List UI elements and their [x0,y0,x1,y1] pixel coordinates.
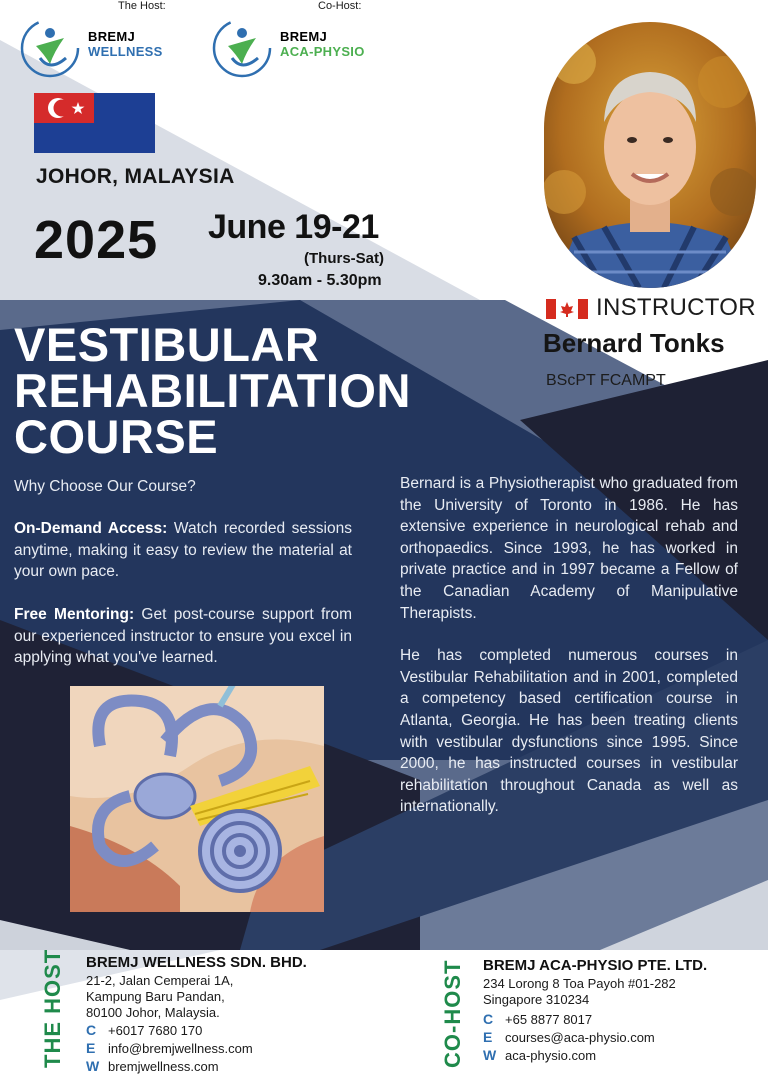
phone-icon: C [483,1011,494,1027]
event-dates: June 19-21 [208,208,379,246]
email-icon: E [483,1029,493,1045]
bio-paragraph-2: He has completed numerous courses in Vestibular Rehabilitation and in 2001, completed a competency based certification course in Atlanta, Georgia. He has been treating clients with vestibular dysfunctions since 1995. Since 2000, he has instructed courses in vestibular rehabilitation throughout Canada as well as internationally. [400,647,738,816]
the-host-vertical-label: THE HOST [40,948,65,1068]
cohost-contact-email [483,1028,763,1046]
cohost-contact-phone [483,1010,763,1028]
host-address-line3: 80100 Johor, Malaysia. [86,1005,220,1020]
on-demand-title: On-Demand Access: [14,520,168,537]
event-location: JOHOR, MALAYSIA [36,165,235,188]
cohost-company-name: BREMJ ACA-PHYSIO PTE. LTD. [483,957,708,974]
inner-ear-illustration [70,686,324,912]
web-icon: W [86,1058,100,1074]
why-point-mentoring [14,604,352,669]
cohost-email-value[interactable]: courses@aca-physio.com [505,1029,655,1045]
phone-icon: C [86,1022,97,1038]
course-title-line2: REHABILITATION [14,364,411,417]
host-info [86,954,386,1075]
host-logo-text [88,29,163,59]
host-company-name: BREMJ WELLNESS SDN. BHD. [86,954,307,971]
cohost-contact-web [483,1046,763,1064]
cohost-web-value[interactable]: aca-physio.com [505,1047,597,1063]
host-logo-line2: WELLNESS [88,44,163,59]
instructor-credentials: BScPT FCAMPT [546,372,666,389]
host-phone-value[interactable]: +6017 7680 170 [108,1022,203,1038]
johor-flag-icon [34,93,155,153]
cohost-logo-line1: BREMJ [280,29,328,44]
why-heading: Why Choose Our Course? [14,478,196,495]
instructor-portrait-image [544,22,756,288]
instructor-photo [544,22,756,288]
instructor-name: Bernard Tonks [543,328,725,358]
mentoring-title: Free Mentoring: [14,606,135,623]
cohost-address-line2: Singapore 310234 [483,992,590,1007]
host-label: The Host: [118,0,166,12]
cohost-logo-line2: ACA-PHYSIO [280,44,365,59]
aca-physio-logo-icon [212,18,272,78]
host-logo [20,18,80,83]
bio-paragraph-1: Bernard is a Physiotherapist who graduated from the University of Toronto in 1986. He has extensive experience in neurological rehab and orthopaedics. Since 1993, he has worked in private practice and in 1997 became a Fellow of the Canadian Academy of Manipulative Therapists. [400,475,738,622]
instructor-bio [400,473,738,818]
host-address-line2: Kampung Baru Pandan, [86,989,225,1004]
wellness-logo-icon [20,18,80,78]
course-title [14,318,411,463]
host-logo-line1: BREMJ [88,29,136,44]
host-web-value[interactable]: bremjwellness.com [108,1058,219,1074]
inner-ear-anatomy-image [70,686,324,912]
cohost-info [483,957,763,1064]
instructor-label: INSTRUCTOR [596,294,756,321]
web-icon: W [483,1047,497,1063]
host-contact-phone [86,1021,386,1039]
course-title-line3: COURSE [14,410,219,463]
canada-flag-icon [546,299,588,319]
course-title-line1: VESTIBULAR [14,318,320,371]
host-email-value[interactable]: info@bremjwellness.com [108,1040,253,1056]
host-address-line1: 21-2, Jalan Cemperai 1A, [86,973,234,988]
event-time: 9.30am - 5.30pm [258,272,382,289]
co-host-vertical-label: CO-HOST [440,959,465,1068]
host-contact-email [86,1039,386,1057]
host-contact-web [86,1057,386,1075]
event-days: (Thurs-Sat) [304,250,384,267]
on-demand-text: Watch recorded sessions anytime, making it easy to review the material at your own pace. [14,520,352,581]
cohost-label: Co-Host: [318,0,362,12]
cohost-logo-text [280,29,365,59]
cohost-logo [212,18,272,83]
cohost-phone-value[interactable]: +65 8877 8017 [505,1011,593,1027]
cohost-address-line1: 234 Lorong 8 Toa Payoh #01-282 [483,976,676,991]
mentoring-text: Get post-course support from our experienced instructor to ensure you excel in applying what you've learned. [14,606,353,667]
email-icon: E [86,1040,96,1056]
event-year: 2025 [34,210,159,270]
why-point-on-demand [14,518,352,583]
